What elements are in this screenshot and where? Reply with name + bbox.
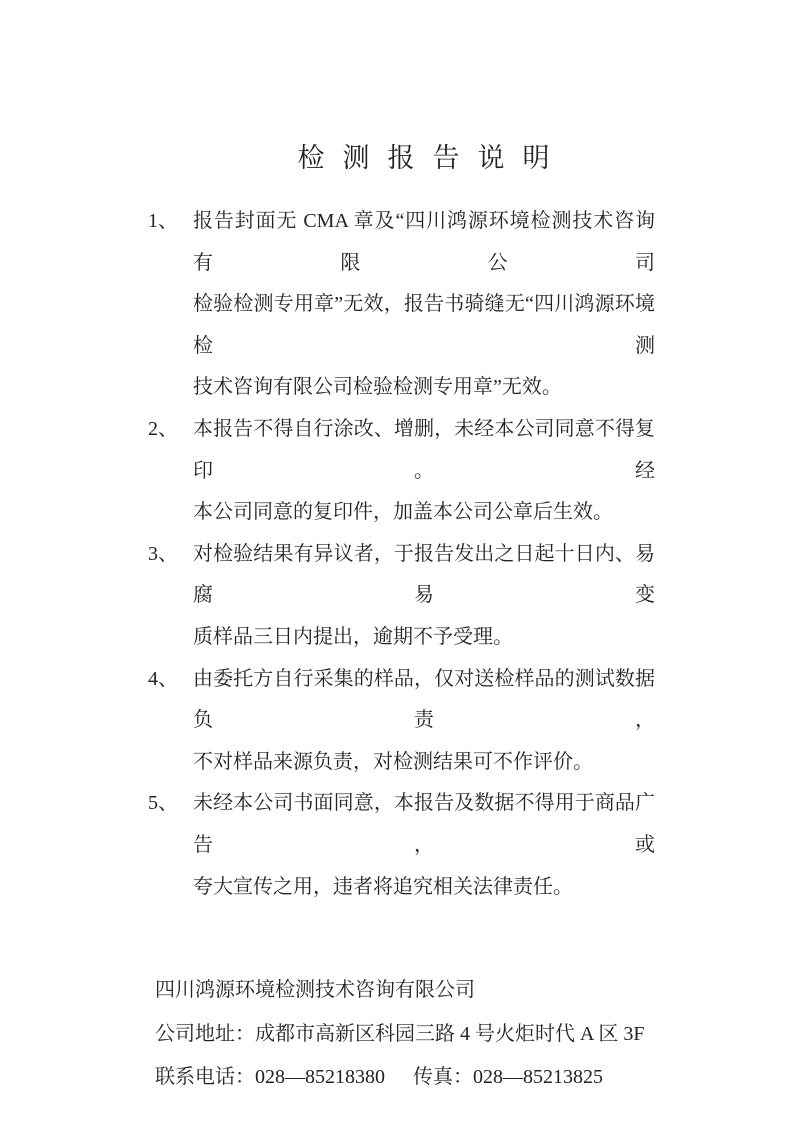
note-body bbox=[193, 201, 655, 409]
contact-line bbox=[155, 1056, 793, 1100]
note-number: 4、 bbox=[148, 667, 178, 690]
note-line: 未经本公司书面同意，本报告及数据不得用于商品广告，或 bbox=[193, 792, 655, 856]
note-body bbox=[193, 534, 655, 659]
note-line: 质样品三日内提出，逾期不予受理。 bbox=[193, 625, 513, 648]
note-line: 本公司同意的复印件，加盖本公司公章后生效。 bbox=[193, 501, 613, 524]
note-item bbox=[148, 783, 655, 908]
note-body bbox=[193, 783, 655, 908]
notes-list bbox=[148, 201, 655, 908]
fax-label: 传真： bbox=[413, 1066, 473, 1089]
fax-value: 028—85213825 bbox=[473, 1066, 603, 1089]
note-item bbox=[148, 409, 655, 534]
phone-value: 028—85218380 bbox=[255, 1066, 385, 1089]
note-line: 报告封面无 CMA 章及“四川鸿源环境检测技术咨询有限公司 bbox=[193, 210, 655, 274]
note-number: 5、 bbox=[148, 792, 178, 815]
note-line: 由委托方自行采集的样品，仅对送检样品的测试数据负责， bbox=[193, 667, 655, 732]
note-item bbox=[148, 201, 655, 409]
phone-label: 联系电话： bbox=[155, 1066, 255, 1089]
note-item bbox=[148, 659, 655, 784]
note-line: 本报告不得自行涂改、增删，未经本公司同意不得复印。经 bbox=[193, 417, 655, 482]
page-title: 检测报告说明 bbox=[297, 143, 568, 173]
company-address-line bbox=[155, 1013, 793, 1057]
footer bbox=[155, 969, 793, 1100]
note-line: 夸大宣传之用，违者将追究相关法律责任。 bbox=[193, 875, 573, 898]
address-label: 公司地址： bbox=[155, 1022, 255, 1045]
note-line: 不对样品来源负责，对检测结果可不作评价。 bbox=[193, 750, 593, 773]
address-value: 成都市高新区科园三路 4 号火炬时代 A 区 3F bbox=[255, 1022, 645, 1045]
note-line: 检验检测专用章”无效，报告书骑缝无“四川鸿源环境检测 bbox=[193, 293, 655, 357]
note-item bbox=[148, 534, 655, 659]
note-body bbox=[193, 659, 655, 784]
note-number: 3、 bbox=[148, 542, 178, 565]
note-body bbox=[193, 409, 655, 534]
note-number: 2、 bbox=[148, 417, 178, 440]
note-line: 对检验结果有异议者，于报告发出之日起十日内、易腐易变 bbox=[193, 542, 655, 607]
note-line: 技术咨询有限公司检验检测专用章”无效。 bbox=[193, 376, 562, 399]
company-name: 四川鸿源环境检测技术咨询有限公司 bbox=[155, 979, 475, 1002]
note-number: 1、 bbox=[148, 210, 178, 232]
